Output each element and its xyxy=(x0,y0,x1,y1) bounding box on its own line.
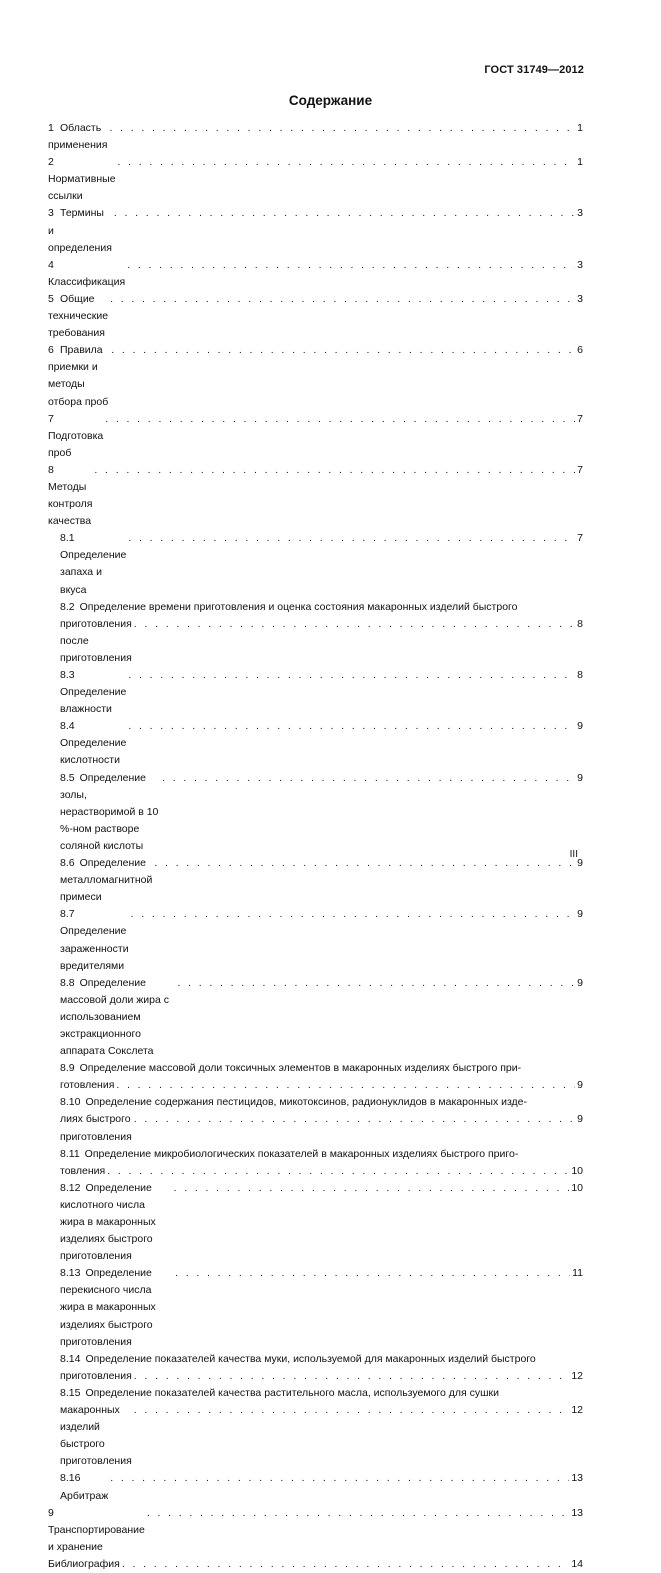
toc-page: 13 xyxy=(571,1472,583,1485)
toc-page: 9 xyxy=(577,1079,583,1092)
toc-entry-8[interactable] xyxy=(48,462,583,530)
toc-number: 2 xyxy=(48,156,54,169)
toc-title-line1: Определение содержания пестицидов, микотоксинов, радионуклидов в макаронных изде- xyxy=(85,1096,528,1109)
toc-entry-8-11[interactable] xyxy=(48,1146,583,1180)
toc-entry-8-4[interactable] xyxy=(48,718,583,769)
toc-title: Библиография xyxy=(48,1557,120,1570)
toc-number: 8.1 xyxy=(60,532,75,545)
toc-page: 3 xyxy=(577,258,583,271)
toc-number: 3 xyxy=(48,207,54,220)
toc-leader xyxy=(147,1505,569,1522)
toc-title-line2: приготовления после приготовления xyxy=(60,617,132,664)
toc-number: 8.14 xyxy=(60,1352,81,1365)
toc-page: 9 xyxy=(577,857,583,870)
toc-title-line2: готовления xyxy=(60,1079,115,1092)
toc-number: 8.6 xyxy=(60,857,75,870)
toc-page: 8 xyxy=(577,617,583,630)
toc-leader xyxy=(174,1180,570,1197)
toc-leader xyxy=(131,906,576,923)
toc-leader xyxy=(110,1470,569,1487)
toc-leader xyxy=(107,1163,569,1180)
toc-leader xyxy=(127,257,575,274)
toc-title: Подготовка проб xyxy=(48,429,104,459)
toc-title-line2: приготовления xyxy=(60,1369,132,1382)
toc-page: 7 xyxy=(577,463,583,476)
toc-entry-8-7[interactable] xyxy=(48,906,583,974)
toc-title: Определение кислотного числа жира в макаронных изделиях быстрого приготовления xyxy=(60,1181,156,1263)
toc-number: 8 xyxy=(48,463,54,476)
toc-leader xyxy=(154,855,575,872)
toc-entry-8-13[interactable] xyxy=(48,1265,583,1350)
toc-page: 10 xyxy=(571,1164,583,1177)
toc-title: Термины и определения xyxy=(48,207,112,254)
toc-leader xyxy=(122,1556,569,1573)
toc-page: 9 xyxy=(577,771,583,784)
toc-leader xyxy=(134,616,575,633)
toc-page: 8 xyxy=(577,669,583,681)
toc-page: 12 xyxy=(571,1369,583,1382)
toc-leader xyxy=(110,291,575,308)
toc-title-line1: Определение массовой доли токсичных элементов в макаронных изделиях быстрого при- xyxy=(79,1062,522,1075)
toc-number: 9 xyxy=(48,1506,54,1519)
toc-title: Определение кислотности xyxy=(60,737,127,767)
toc-number: 8.11 xyxy=(60,1147,80,1160)
toc-title: Определение запаха и вкуса xyxy=(60,549,127,596)
toc-number: 8.15 xyxy=(60,1386,81,1399)
toc-page: 7 xyxy=(577,412,583,425)
toc-title: Классификация xyxy=(48,275,126,288)
toc-page: 6 xyxy=(577,344,583,357)
toc-title: Нормативные ссылки xyxy=(48,173,116,203)
toc-leader xyxy=(134,1402,570,1419)
toc-entry-8-3[interactable] xyxy=(48,667,583,718)
toc-leader xyxy=(116,1077,575,1094)
toc-entry-8-14[interactable] xyxy=(48,1351,583,1385)
standard-number: ГОСТ 31749—2012 xyxy=(484,64,584,76)
toc-entry-8-6[interactable] xyxy=(48,855,583,906)
toc-entry-8-15[interactable] xyxy=(48,1385,583,1470)
toc-page: 3 xyxy=(577,292,583,305)
toc-title-line1: Определение показателей качества растительного масла, используемого для сушки xyxy=(85,1386,500,1399)
toc-number: 8.9 xyxy=(60,1062,75,1075)
toc-leader xyxy=(105,411,575,428)
toc-leader xyxy=(177,975,575,992)
toc-title-line2: лиях быстрого приготовления xyxy=(60,1113,132,1143)
toc-title: Определение массовой доли жира с использованием экстракционного аппарата Сокслета xyxy=(60,976,169,1058)
toc-entry-bibliography[interactable] xyxy=(48,1556,583,1573)
toc-number: 8.10 xyxy=(60,1096,81,1109)
toc-number: 5 xyxy=(48,292,54,305)
toc-leader xyxy=(175,1265,570,1282)
toc-entry-8-1[interactable] xyxy=(48,530,583,598)
toc-entry-1[interactable] xyxy=(48,120,583,154)
toc-entry-3[interactable] xyxy=(48,205,583,256)
toc-title: Определение влажности xyxy=(60,686,127,716)
toc-page: 9 xyxy=(577,908,583,921)
table-of-contents xyxy=(48,120,583,1573)
toc-page: 14 xyxy=(571,1557,583,1570)
toc-leader xyxy=(134,1368,570,1385)
page-number: III xyxy=(569,849,578,860)
toc-title: Определение металломагнитной примеси xyxy=(60,857,153,904)
toc-entry-4[interactable] xyxy=(48,257,583,291)
toc-title-line1: Определение показателей качества муки, используемой для макаронных изделий быстрого xyxy=(85,1352,536,1365)
page-title: Содержание xyxy=(288,93,373,108)
toc-entry-8-10[interactable] xyxy=(48,1094,583,1145)
toc-page: 12 xyxy=(571,1404,583,1417)
toc-title: Арбитраж xyxy=(60,1489,109,1502)
toc-page: 13 xyxy=(571,1506,583,1519)
toc-leader xyxy=(128,718,575,735)
toc-entry-8-16[interactable] xyxy=(48,1470,583,1504)
toc-page: 3 xyxy=(577,207,583,220)
toc-number: 8.16 xyxy=(60,1472,81,1485)
toc-leader xyxy=(109,120,575,137)
toc-title: Определение перекисного числа жира в макаронных изделиях быстрого приготовления xyxy=(60,1267,156,1348)
toc-leader xyxy=(118,154,576,171)
toc-page: 9 xyxy=(577,976,583,989)
toc-entry-8-8[interactable] xyxy=(48,975,583,1060)
toc-leader xyxy=(94,462,575,479)
toc-leader xyxy=(128,667,575,684)
toc-page: 10 xyxy=(571,1181,583,1194)
toc-number: 8.5 xyxy=(60,771,75,784)
toc-title: Определение зараженности вредителями xyxy=(60,925,129,972)
toc-title: Общие технические требования xyxy=(48,292,109,340)
toc-title-line1: Определение микробиологических показателей в макаронных изделиях быстрого приго- xyxy=(84,1147,519,1160)
toc-title-line1: Определение времени приготовления и оценка состояния макаронных изделий быстрого xyxy=(79,600,518,613)
toc-title: Методы контроля качества xyxy=(48,480,93,528)
toc-number: 8.4 xyxy=(60,720,75,733)
toc-number: 8.7 xyxy=(60,908,75,921)
toc-entry-2[interactable] xyxy=(48,154,583,205)
toc-number: 8.2 xyxy=(60,600,75,613)
toc-title-line2: макаронных изделий быстрого приготовления xyxy=(60,1404,132,1468)
toc-page: 1 xyxy=(577,122,583,134)
toc-entry-8-2[interactable] xyxy=(48,599,583,667)
toc-entry-5[interactable] xyxy=(48,291,583,342)
toc-page: 9 xyxy=(577,1113,583,1126)
toc-leader xyxy=(134,1111,575,1128)
toc-title-line2: товления xyxy=(60,1164,106,1177)
toc-leader xyxy=(111,342,575,359)
toc-number: 8.3 xyxy=(60,669,75,681)
toc-page: 11 xyxy=(572,1267,583,1280)
toc-number: 6 xyxy=(48,344,54,357)
toc-entry-8-5[interactable] xyxy=(48,770,583,855)
toc-leader xyxy=(114,205,575,222)
toc-leader xyxy=(128,530,575,547)
toc-number: 8.8 xyxy=(60,976,75,989)
toc-leader xyxy=(162,770,575,787)
toc-title: Правила приемки и методы отбора проб xyxy=(48,344,109,408)
toc-number: 8.13 xyxy=(60,1267,81,1280)
toc-number: 8.12 xyxy=(60,1181,81,1194)
toc-entry-9[interactable] xyxy=(48,1505,583,1556)
toc-entry-8-12[interactable] xyxy=(48,1180,583,1265)
toc-title: Транспортирование и хранение xyxy=(48,1523,145,1553)
toc-entry-7[interactable] xyxy=(48,411,583,462)
toc-number: 7 xyxy=(48,412,54,425)
toc-title: Область применения xyxy=(48,122,108,152)
toc-entry-6[interactable] xyxy=(48,342,583,410)
toc-number: 1 xyxy=(48,122,54,134)
toc-entry-8-9[interactable] xyxy=(48,1060,583,1094)
toc-page: 7 xyxy=(577,532,583,545)
toc-page: 9 xyxy=(577,720,583,733)
toc-number: 4 xyxy=(48,258,54,271)
toc-title: Определение золы, нерастворимой в 10 %-ном растворе соляной кислоты xyxy=(60,771,159,852)
toc-page: 1 xyxy=(577,156,583,169)
